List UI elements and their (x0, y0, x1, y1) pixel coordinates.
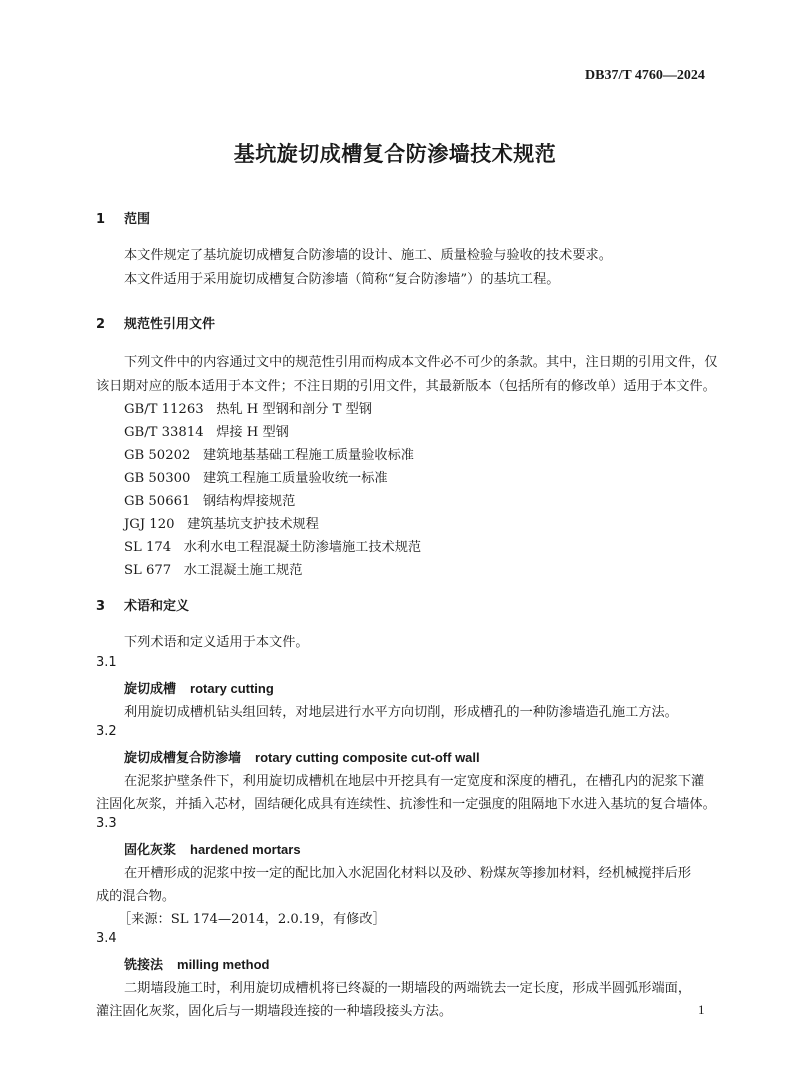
reference-item (124, 444, 414, 463)
reference-item (124, 398, 372, 417)
term-source: ［来源：SL 174—2014，2.0.19，有修改］ (118, 912, 386, 927)
term-definition: 在泥浆护壁条件下，利用旋切成槽机在地层中开挖具有一定宽度和深度的槽孔，在槽孔内的泥浆下灌 (124, 774, 705, 789)
term-heading (124, 954, 269, 973)
section-2-heading (96, 313, 215, 332)
term-number: 3.3 (96, 816, 117, 831)
document-number: DB37/T 4760—2024 (585, 68, 705, 83)
paragraph: 下列文件中的内容通过文中的规范性引用而构成本文件必不可少的条款。其中，注日期的引用文件，仅 (124, 355, 718, 370)
term-heading (124, 678, 274, 697)
section-title: 术语和定义 (124, 599, 190, 614)
reference-item (124, 513, 319, 532)
reference-item (124, 536, 421, 555)
term-number: 3.1 (96, 655, 117, 670)
term-en: milling method (177, 957, 270, 972)
reference-code: SL 677 (124, 563, 172, 578)
term-definition: 在开槽形成的泥浆中按一定的配比加入水泥固化材料以及砂、粉煤灰等掺加材料，经机械搅拌后形 (124, 866, 692, 881)
section-number: 1 (96, 212, 106, 227)
term-heading (124, 839, 301, 858)
paragraph: 本文件适用于采用旋切成槽复合防渗墙（简称“复合防渗墙”）的基坑工程。 (124, 272, 560, 287)
section-number: 2 (96, 317, 106, 332)
reference-item (124, 421, 289, 440)
term-number: 3.4 (96, 931, 117, 946)
section-1-heading (96, 208, 150, 227)
reference-name: 建筑基坑支护技术规程 (187, 517, 319, 532)
term-definition: 注固化灰浆，并插入芯材，固结硬化成具有连续性、抗渗性和一定强度的阻隔地下水进入基坑的复合墙体。 (96, 797, 716, 812)
reference-name: 水工混凝土施工规范 (183, 563, 303, 578)
reference-name: 钢结构焊接规范 (202, 494, 296, 509)
term-en: hardened mortars (190, 842, 301, 857)
page-number: 1 (698, 1002, 705, 1017)
reference-name: 焊接 H 型钢 (216, 425, 289, 440)
reference-name: 建筑地基基础工程施工质量验收标准 (202, 448, 414, 463)
reference-code: SL 174 (124, 540, 172, 555)
section-title: 规范性引用文件 (124, 317, 216, 332)
reference-item (124, 559, 302, 578)
page-title: 基坑旋切成槽复合防渗墙技术规范 (233, 142, 557, 166)
reference-code: GB 50661 (124, 494, 191, 509)
term-zh: 旋切成槽复合防渗墙 (124, 751, 242, 766)
reference-code: GB/T 33814 (124, 425, 204, 440)
reference-item (124, 467, 388, 486)
term-definition: 灌注固化灰浆，固化后与一期墙段连接的一种墙段接头方法。 (96, 1004, 453, 1019)
reference-name: 建筑工程施工质量验收统一标准 (202, 471, 388, 486)
term-definition: 利用旋切成槽机钻头组回转，对地层进行水平方向切削，形成槽孔的一种防渗墙造孔施工方法。 (124, 705, 678, 720)
term-zh: 固化灰浆 (124, 843, 177, 858)
term-heading (124, 747, 480, 766)
section-3-heading (96, 595, 189, 614)
reference-name: 水利水电工程混凝土防渗墙施工技术规范 (183, 540, 422, 555)
paragraph: 本文件规定了基坑旋切成槽复合防渗墙的设计、施工、质量检验与验收的技术要求。 (124, 248, 612, 263)
term-zh: 旋切成槽 (124, 682, 177, 697)
term-number: 3.2 (96, 724, 117, 739)
paragraph: 下列术语和定义适用于本文件。 (124, 635, 309, 650)
paragraph: 该日期对应的版本适用于本文件；不注日期的引用文件，其最新版本（包括所有的修改单）适用于本文件。 (96, 379, 716, 394)
section-title: 范围 (124, 212, 151, 227)
term-definition: 成的混合物。 (96, 889, 176, 904)
reference-code: GB 50300 (124, 471, 191, 486)
reference-code: JGJ 120 (124, 517, 175, 532)
term-zh: 铣接法 (124, 958, 164, 973)
reference-code: GB/T 11263 (124, 402, 204, 417)
reference-item (124, 490, 295, 509)
reference-code: GB 50202 (124, 448, 191, 463)
section-number: 3 (96, 599, 106, 614)
reference-name: 热轧 H 型钢和剖分 T 型钢 (216, 402, 372, 417)
term-en: rotary cutting composite cut-off wall (255, 750, 480, 765)
term-definition: 二期墙段施工时，利用旋切成槽机将已终凝的一期墙段的两端铣去一定长度，形成半圆弧形端面， (124, 981, 692, 996)
term-en: rotary cutting (190, 681, 274, 696)
